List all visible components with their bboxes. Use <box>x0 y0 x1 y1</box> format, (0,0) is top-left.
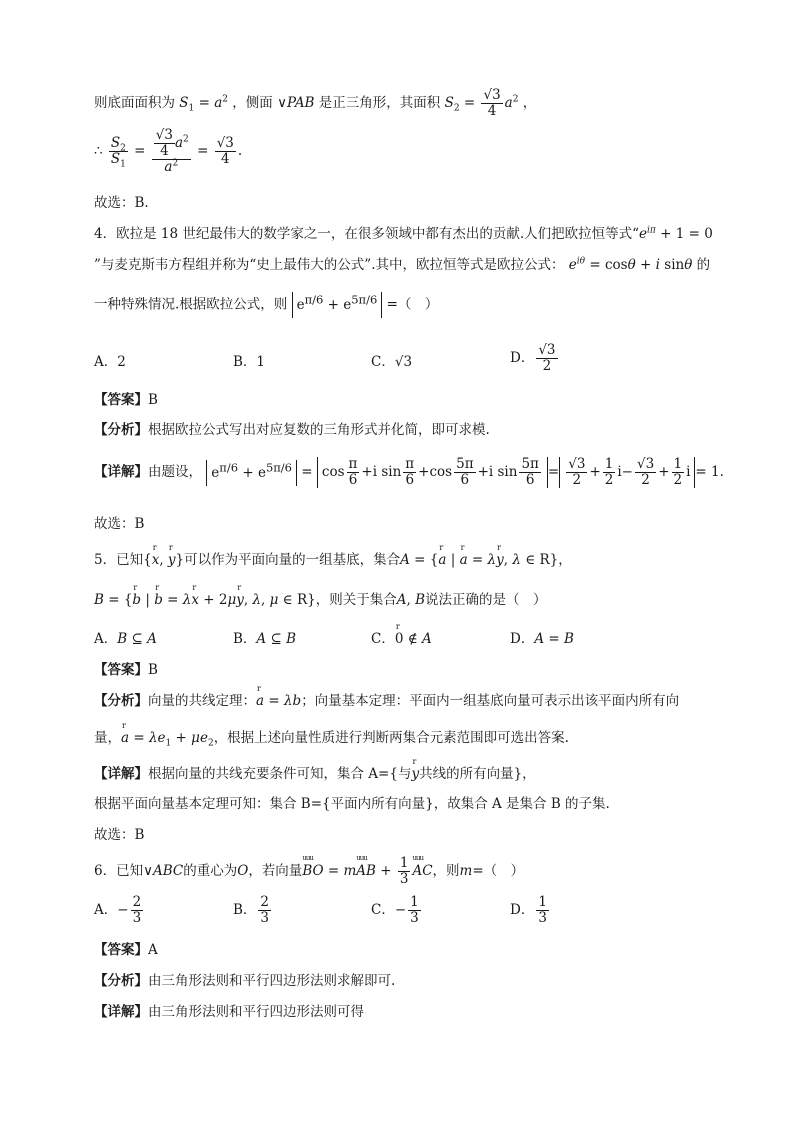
q6-option-b: B． $\frac{2}{3}$ <box>233 894 270 926</box>
q5-analysis-line2: 量，r $a = \lambda e_1 + \mu e_2$，根据上述向量性质进行判断两集合元素范围即可选出答案. <box>94 726 569 746</box>
q5-detail-line1: 【详解】根据向量的共线充要条件可知，集合 A={与r y共线的所有向量}， <box>94 762 536 782</box>
solution-line-area: 则底面面积为 $S_1 = a^2$ ，侧面 ∨PAB 是正三角形，其面积 $S_2$ = $\frac{√3}{4}$ $a^2$ ， <box>94 87 537 119</box>
q5-option-b: B．A ⊆ B <box>233 631 296 647</box>
answer-choice-prev: 故选：B. <box>94 195 149 211</box>
q5-analysis-line1: 【分析】向量的共线定理：r a = λb；向量基本定理：平面内一组基底向量可表示出该平面内所有向 <box>94 689 679 709</box>
q5-option-c: C．r 0 ∉ A <box>371 627 432 647</box>
fraction: $\frac{√3}{4}$ <box>483 87 501 119</box>
q6-answer: 【答案】A <box>94 942 158 958</box>
q4-analysis: 【分析】根据欧拉公式写出对应复数的三角形式并化简，即可求模. <box>94 422 490 438</box>
q5-detail-line2: 根据平面向量基本定理可知：集合 B={平面内所有向量}，故集合 A 是集合 B 的子集. <box>94 796 610 812</box>
q6-option-d: D． $\frac{1}{3}$ <box>510 894 547 926</box>
modulus-expression: $e^{\pi/6} + e^{5\pi/6}$ <box>292 292 383 318</box>
q4-stem-line1: 4．欧拉是 18 世纪最伟大的数学家之一，在很多领域中都有杰出的贡献.人们把欧拉恒等式“$e^{i\pi} + 1 = 0$ <box>94 225 713 242</box>
q5-option-a: A．B ⊆ A <box>94 631 157 647</box>
q4-option-d: D． $\frac{√3}{2}$ <box>510 342 556 374</box>
q4-stem-line2: ”与麦克斯韦方程组并称为“史上最伟大的公式”.其中，欧拉恒等式是欧拉公式： $e^{i\theta} = \cos\theta + i$ sinθ 的 <box>94 256 711 273</box>
q4-option-a: A．2 <box>94 354 126 370</box>
q5-answer: 【答案】B <box>94 662 158 678</box>
q4-option-b: B．1 <box>233 354 266 370</box>
q5-option-d: D．A = B <box>510 631 574 647</box>
q4-detail: 【详解】由题设， $e^{\pi/6} + e^{5\pi/6} = \cos$ $\frac{\pi}{6}$ +i sin $\frac{\pi}{6}$ +cos $\frac{5\pi}{6}$ +i sin $\frac{5\pi}{6}$ = $\frac{√3}{2}$ + $\frac{1}{2}$ i− $\frac{√3}{2}$ + $\frac{1}{2}$ i = 1. <box>94 456 724 488</box>
solution-ratio: ∴ $\frac{S_2}{S_1}$ = $\frac{√3}{4}$ $a^2$ $a^2$ = $\frac{√3}{4}$ . <box>94 127 243 175</box>
q5-stem-line2: B = {r b | r b = λr x + 2μr y, λ, μ ∈ R}，则关于集合A, B说法正确的是（ ） <box>94 588 547 608</box>
q6-stem: 6．已知∨ABC的重心为O，若向量uuu BO = muuu AB + $\frac{1}{3}$ uuu AC，则m=（ ） <box>94 856 524 887</box>
q6-option-c: C．− $\frac{1}{3}$ <box>371 894 419 926</box>
q4-stem-line3: 一种特殊情况.根据欧拉公式，则 $e^{\pi/6} + e^{5\pi/6}$ =（ ） <box>94 292 438 318</box>
q5-choose: 故选：B <box>94 827 145 843</box>
q6-analysis: 【分析】由三角形法则和平行四边形法则求解即可. <box>94 973 396 989</box>
q6-option-a: A．− $\frac{2}{3}$ <box>94 894 142 926</box>
q4-answer: 【答案】B <box>94 392 158 408</box>
q6-detail: 【详解】由三角形法则和平行四边形法则可得 <box>94 1004 364 1020</box>
q4-option-c: C．√3 <box>371 354 413 370</box>
q4-choose: 故选：B <box>94 516 145 532</box>
q5-stem-line1: 5．已知{r x, r y}可以作为平面向量的一组基底，集合A = {r a | r a = λr y, λ ∈ R}， <box>94 548 572 568</box>
